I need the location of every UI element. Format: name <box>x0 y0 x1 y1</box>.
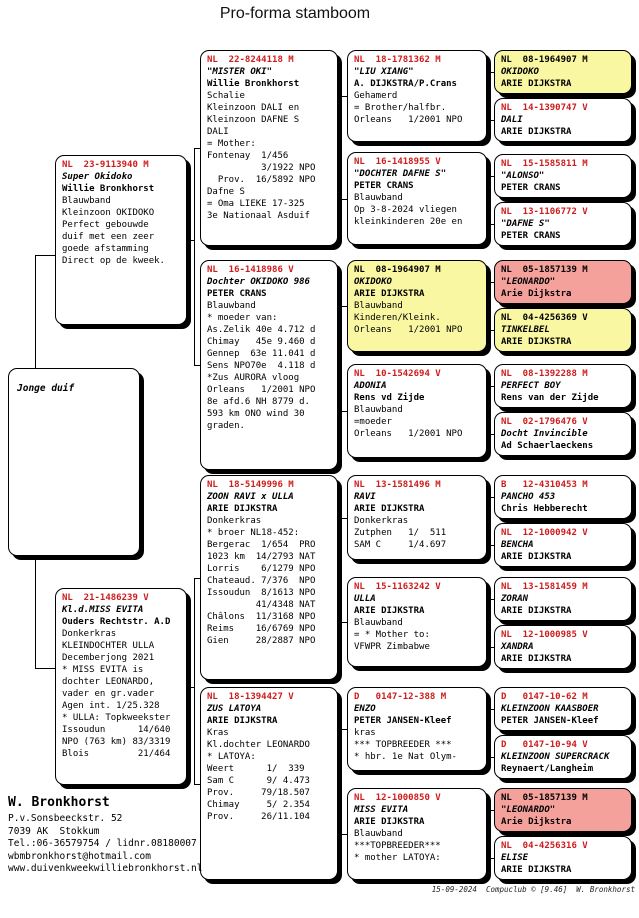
note-line: Donkerkras <box>354 516 409 526</box>
note-line: Kleinzoon OKIDOKO <box>62 208 155 218</box>
note-line: ***TOPBREEDER*** <box>354 841 441 851</box>
ring-number: NL 10-1542694 V <box>354 369 441 379</box>
pedigree-box[interactable] <box>55 155 187 325</box>
fancier-name: ARIE DIJKSTRA <box>354 817 425 827</box>
connector-line <box>187 687 195 688</box>
connector-line <box>487 306 489 307</box>
pedigree-box[interactable] <box>494 523 632 567</box>
note-line: Blauwband <box>354 301 403 311</box>
note-line: Blauwband <box>354 618 403 628</box>
pigeon-name: ZOON RAVI x ULLA <box>207 492 294 502</box>
connector-line <box>187 240 195 241</box>
pigeon-name: Kl.d.MISS EVITA <box>62 605 144 615</box>
connector-line <box>194 148 195 366</box>
note-line: SAM C 1/4.697 <box>354 540 447 550</box>
note-line: * MISS EVITA is <box>62 665 144 675</box>
pigeon-name: DALI <box>501 115 523 125</box>
connector-line <box>338 365 342 366</box>
fancier-name: PETER CRANS <box>501 231 561 241</box>
pedigree-box[interactable] <box>494 98 632 142</box>
note-line: Gien 28/2887 NPO <box>207 636 316 646</box>
connector-line <box>35 255 36 369</box>
fancier-name: ARIE DIJKSTRA <box>354 289 425 299</box>
note-line: As.Zelik 40e 4.712 d <box>207 325 316 335</box>
note-line: Gehamerd <box>354 91 398 101</box>
pigeon-name: ADONIA <box>354 381 387 391</box>
fancier-name: PETER CRANS <box>354 181 414 191</box>
note-line: Prov. 79/18.507 <box>207 788 310 798</box>
fancier-name: ARIE DIJKSTRA <box>501 606 572 616</box>
pedigree-box[interactable] <box>347 577 487 667</box>
ring-number: NL 16-1418955 V <box>354 157 441 167</box>
pigeon-name: ZUS LATOYA <box>207 704 262 714</box>
fancier-name: PETER CRANS <box>207 289 267 299</box>
owner-address-line: 7039 AK Stokkum <box>8 825 100 837</box>
note-line: * mother LATOYA: <box>354 853 441 863</box>
note-line: Weert 1/ 339 <box>207 764 305 774</box>
connector-line <box>194 578 195 785</box>
note-line: = Brother/halfbr. <box>354 103 447 113</box>
pigeon-name: "MISTER OKI" <box>207 67 273 77</box>
note-line: Kleinzoon DALI en <box>207 103 300 113</box>
fancier-name: Rens vd Zijde <box>354 393 425 403</box>
connector-line <box>338 784 342 785</box>
pigeon-name: Super Okidoko <box>62 172 133 182</box>
fancier-name: Arie Dijkstra <box>501 817 572 827</box>
note-line: Orleans 1/2001 NPO <box>354 325 463 335</box>
ring-number: NL 21-1486239 V <box>62 593 149 603</box>
ring-number: NL 02-1796476 V <box>501 417 588 427</box>
ring-number: NL 05-1857139 M <box>501 793 588 803</box>
note-line: Prov. 26/11.104 <box>207 812 310 822</box>
connector-line <box>487 96 489 97</box>
note-line: 1023 km 14/2793 NAT <box>207 552 316 562</box>
root-pigeon-label: Jonge duif <box>17 383 75 394</box>
pigeon-name: OKIDOKO <box>354 277 392 287</box>
pedigree-box[interactable] <box>494 788 632 832</box>
note-line: Donkerkras <box>62 629 117 639</box>
pedigree-box[interactable] <box>494 577 632 621</box>
ring-number: D 0147-10-94 V <box>501 740 588 750</box>
note-line: KLEINDOCHTER ULLA <box>62 641 155 651</box>
fancier-name: ARIE DIJKSTRA <box>207 504 278 514</box>
note-line: 8e afd.6 NH 8779 d. <box>207 397 310 407</box>
ring-number: NL 22-8244118 M <box>207 55 294 65</box>
pigeon-name: ULLA <box>354 594 376 604</box>
connector-line <box>341 518 342 623</box>
pedigree-box[interactable] <box>200 260 338 470</box>
ring-number: NL 18-1781362 M <box>354 55 441 65</box>
ring-number: NL 18-5149996 M <box>207 480 294 490</box>
pigeon-name: Dochter OKIDOKO 986 <box>207 277 310 287</box>
fancier-name: ARIE DIJKSTRA <box>501 127 572 137</box>
owner-address-line: P.v.Sonsbeeckstr. 52 <box>8 813 123 824</box>
connector-line <box>35 255 56 256</box>
connector-line <box>488 709 489 758</box>
connector-line <box>35 556 36 669</box>
footer-credit: 15-09-2024 Compuclub © [9.46] W. Bronkhorst <box>431 885 635 894</box>
ring-number: NL 05-1857139 M <box>501 265 588 275</box>
pedigree-box[interactable] <box>347 788 487 880</box>
connector-line <box>488 599 489 648</box>
owner-block <box>8 793 202 876</box>
owner-address-line: www.duivenkweekwilliebronkhorst.nl <box>8 863 203 875</box>
note-line: * LATOYA: <box>207 752 256 762</box>
note-line: Op 3-8-2024 vliegen <box>354 205 457 215</box>
pedigree-box[interactable] <box>347 152 487 245</box>
note-line: dochter LEONARDO, <box>62 677 155 687</box>
connector-line <box>487 411 489 412</box>
note-line: * moeder van: <box>207 313 278 323</box>
pedigree-box[interactable] <box>494 625 632 669</box>
fancier-name: Ouders Rechtstr. A.D <box>62 617 171 627</box>
pigeon-name: XANDRA <box>501 642 534 652</box>
note-line: Schalie <box>207 91 245 101</box>
pigeon-name: "ALONSO" <box>501 171 545 181</box>
note-line: = Mother: <box>207 139 256 149</box>
pigeon-name: KLEINZOON SUPERCRACK <box>501 752 610 762</box>
owner-address-line: wbmbronkhorst@hotmail.com <box>8 850 151 862</box>
note-line: Reims 16/6769 NPO <box>207 624 316 634</box>
note-line: Blois 21/464 <box>62 749 171 759</box>
pedigree-box[interactable] <box>494 154 632 198</box>
pedigree-box[interactable] <box>494 412 632 456</box>
ring-number: NL 15-1163242 V <box>354 582 441 592</box>
note-line: 41/4348 NAT <box>207 600 316 610</box>
note-line: Kleinzoon DAFNE S <box>207 115 300 125</box>
pigeon-name: ELISE <box>501 853 529 863</box>
ring-number: NL 13-1581496 M <box>354 480 441 490</box>
note-line: Perfect gebouwde <box>62 220 149 230</box>
fancier-name: PETER JANSEN-Kleef <box>501 716 599 726</box>
pigeon-name: Docht Invincible <box>501 429 588 439</box>
connector-line <box>488 497 489 546</box>
note-line: vader en gr.vader <box>62 689 155 699</box>
note-line: Blauwband <box>354 405 403 415</box>
ring-number: NL 13-1581459 M <box>501 582 588 592</box>
connector-line <box>487 622 489 623</box>
page-title: Pro-forma stamboom <box>219 5 371 22</box>
pigeon-name: "DAFNE S" <box>501 219 550 229</box>
connector-line <box>341 729 342 835</box>
note-line: Chimay 5/ 2.354 <box>207 800 310 810</box>
note-line: kras <box>354 728 376 738</box>
ring-number: NL 12-1000942 V <box>501 528 588 538</box>
pigeon-name: OKIDOKO <box>501 67 539 77</box>
note-line: = Oma LIEKE 17-325 <box>207 199 305 209</box>
pedigree-box[interactable] <box>347 687 487 771</box>
pedigree-box[interactable] <box>347 364 487 458</box>
note-line: Blauwband <box>354 829 403 839</box>
fancier-name: Reynaert/Langheim <box>501 764 594 774</box>
pedigree-box[interactable] <box>494 202 632 246</box>
note-line: kleinkinderen 20e en <box>354 217 463 227</box>
pedigree-box[interactable] <box>494 50 632 94</box>
pigeon-name: KLEINZOON KAASBOER <box>501 704 599 714</box>
note-line: Blauwband <box>354 193 403 203</box>
ring-number: NL 14-1390747 V <box>501 103 588 113</box>
note-line: Blauwband <box>207 301 256 311</box>
ring-number: NL 15-1585811 M <box>501 159 588 169</box>
pigeon-name: ZORAN <box>501 594 529 604</box>
ring-number: NL 08-1392288 M <box>501 369 588 379</box>
pigeon-name: "LEONARDO" <box>501 805 556 815</box>
note-line: * broer NL18-452: <box>207 528 300 538</box>
pigeon-name: PERFECT BOY <box>501 381 561 391</box>
pigeon-name: TINKELBEL <box>501 325 550 335</box>
connector-line <box>487 518 489 519</box>
fancier-name: ARIE DIJKSTRA <box>501 552 572 562</box>
note-line: 3e Nationaal Asduif <box>207 211 310 221</box>
fancier-name: Ad Schaerlaeckens <box>501 441 594 451</box>
fancier-name: A. DIJKSTRA/P.Crans <box>354 79 457 89</box>
pigeon-name: "LIU XIANG" <box>354 67 414 77</box>
pigeon-name: "LEONARDO" <box>501 277 556 287</box>
note-line: 593 km ONO wind 30 <box>207 409 305 419</box>
connector-line <box>487 834 489 835</box>
pigeon-name: PANCHO 453 <box>501 492 556 502</box>
pedigree-box[interactable] <box>494 836 632 880</box>
connector-line <box>338 148 342 149</box>
note-line: Decemberjong 2021 <box>62 653 155 663</box>
note-line: VFWPR Zimbabwe <box>354 642 430 652</box>
ring-number: NL 12-1000850 V <box>354 793 441 803</box>
fancier-name: PETER JANSEN-Kleef <box>354 716 452 726</box>
ring-number: NL 18-1394427 V <box>207 692 294 702</box>
pedigree-box[interactable] <box>347 475 487 560</box>
connector-line <box>487 199 489 200</box>
pigeon-name: "DOCHTER DAFNE S" <box>354 169 447 179</box>
note-line: = * Mother to: <box>354 630 430 640</box>
pigeon-name: ENZO <box>354 704 376 714</box>
fancier-name: ARIE DIJKSTRA <box>207 716 278 726</box>
pedigree-box[interactable] <box>347 50 487 142</box>
note-line: Sam C 9/ 4.473 <box>207 776 310 786</box>
note-line: * ULLA: Topkweekster <box>62 713 171 723</box>
note-line: Kras <box>207 728 229 738</box>
fancier-name: ARIE DIJKSTRA <box>501 337 572 347</box>
note-line: Chateaud. 7/376 NPO <box>207 576 316 586</box>
connector-line <box>341 306 342 412</box>
note-line: Fontenay 1/456 <box>207 151 289 161</box>
fancier-name: Chris Hebberecht <box>501 504 588 514</box>
pigeon-name: MISS EVITA <box>354 805 409 815</box>
note-line: Bergerac 1/654 PRO <box>207 540 316 550</box>
note-line: Chimay 45e 9.460 d <box>207 337 316 347</box>
note-line: DALI <box>207 127 229 137</box>
note-line: NPO (763 km) 83/3319 <box>62 737 171 747</box>
note-line: Gennep 63e 11.041 d <box>207 349 316 359</box>
ring-number: NL 04-4256316 V <box>501 841 588 851</box>
root-pigeon-box[interactable] <box>8 368 140 556</box>
pedigree-box[interactable] <box>494 735 632 779</box>
ring-number: D 0147-10-62 M <box>501 692 588 702</box>
fancier-name: Willie Bronkhorst <box>207 79 300 89</box>
pedigree-box[interactable] <box>494 364 632 408</box>
note-line: Direct op de kweek. <box>62 256 165 266</box>
pedigree-box[interactable] <box>494 260 632 304</box>
pedigree-box[interactable] <box>200 50 338 246</box>
note-line: Donkerkras <box>207 516 262 526</box>
owner-address <box>8 813 202 876</box>
connector-line <box>487 729 489 730</box>
ring-number: NL 04-4256369 V <box>501 313 588 323</box>
note-line: Issoudun 8/1613 NPO <box>207 588 316 598</box>
connector-line <box>488 176 489 225</box>
note-line: Orleans 1/2001 NPO <box>354 115 463 125</box>
note-line: Agen int. 1/25.328 <box>62 701 160 711</box>
note-line: Issoudun 14/640 <box>62 725 171 735</box>
pedigree-box[interactable] <box>494 687 632 731</box>
pedigree-box[interactable] <box>494 475 632 519</box>
note-line: Kl.dochter LEONARDO <box>207 740 310 750</box>
note-line: goede afstamming <box>62 244 149 254</box>
ring-number: NL 08-1964907 M <box>354 265 441 275</box>
note-line: Prov. 16/5892 NPO <box>207 175 316 185</box>
pigeon-name: RAVI <box>354 492 376 502</box>
pedigree-box[interactable] <box>200 687 338 880</box>
note-line: *** TOPBREEDER *** <box>354 740 452 750</box>
note-line: Sens NPO70e 4.118 d <box>207 361 316 371</box>
note-line: Châlons 11/3168 NPO <box>207 612 316 622</box>
note-line: =moeder <box>354 417 392 427</box>
ring-number: NL 23-9113940 M <box>62 160 149 170</box>
pedigree-box[interactable] <box>55 588 187 785</box>
fancier-name: ARIE DIJKSTRA <box>501 654 572 664</box>
fancier-name: ARIE DIJKSTRA <box>501 79 572 89</box>
fancier-name: ARIE DIJKSTRA <box>354 504 425 514</box>
fancier-name: PETER CRANS <box>501 183 561 193</box>
note-line: graden. <box>207 421 245 431</box>
note-line: Orleans 1/2001 NPO <box>354 429 463 439</box>
owner-address-line: Tel.:06-36579754 / lidnr.08180007 <box>8 838 197 850</box>
note-line: Orleans 1/2001 NPO <box>207 385 316 395</box>
note-line: Lorris 6/1279 NPO <box>207 564 316 574</box>
pedigree-box[interactable] <box>494 308 632 352</box>
note-line: duif met een zeer <box>62 232 155 242</box>
ring-number: NL 12-1000985 V <box>501 630 588 640</box>
ring-number: D 0147-12-388 M <box>354 692 447 702</box>
ring-number: NL 08-1964907 M <box>501 55 588 65</box>
ring-number: NL 13-1106772 V <box>501 207 588 217</box>
fancier-name: Willie Bronkhorst <box>62 184 155 194</box>
ring-number: B 12-4310453 M <box>501 480 588 490</box>
note-line: Dafne S <box>207 187 245 197</box>
fancier-name: ARIE DIJKSTRA <box>501 865 572 875</box>
fancier-name: Arie Dijkstra <box>501 289 572 299</box>
note-line: *Zus AURORA vloog <box>207 373 300 383</box>
note-line: * hbr. 1e Nat Olym- <box>354 752 457 762</box>
pedigree-box[interactable] <box>347 260 487 352</box>
fancier-name: Rens van der Zijde <box>501 393 599 403</box>
fancier-name: ARIE DIJKSTRA <box>354 606 425 616</box>
connector-line <box>338 578 342 579</box>
note-line: Zutphen 1/ 511 <box>354 528 447 538</box>
note-line: 3/1922 NPO <box>207 163 316 173</box>
ring-number: NL 16-1418986 V <box>207 265 294 275</box>
note-line: Kinderen/Kleink. <box>354 313 441 323</box>
owner-name: W. Bronkhorst <box>8 795 110 810</box>
pigeon-name: BENCHA <box>501 540 534 550</box>
note-line: Blauwband <box>62 196 111 206</box>
pedigree-box[interactable] <box>200 475 338 680</box>
connector-line <box>35 668 56 669</box>
